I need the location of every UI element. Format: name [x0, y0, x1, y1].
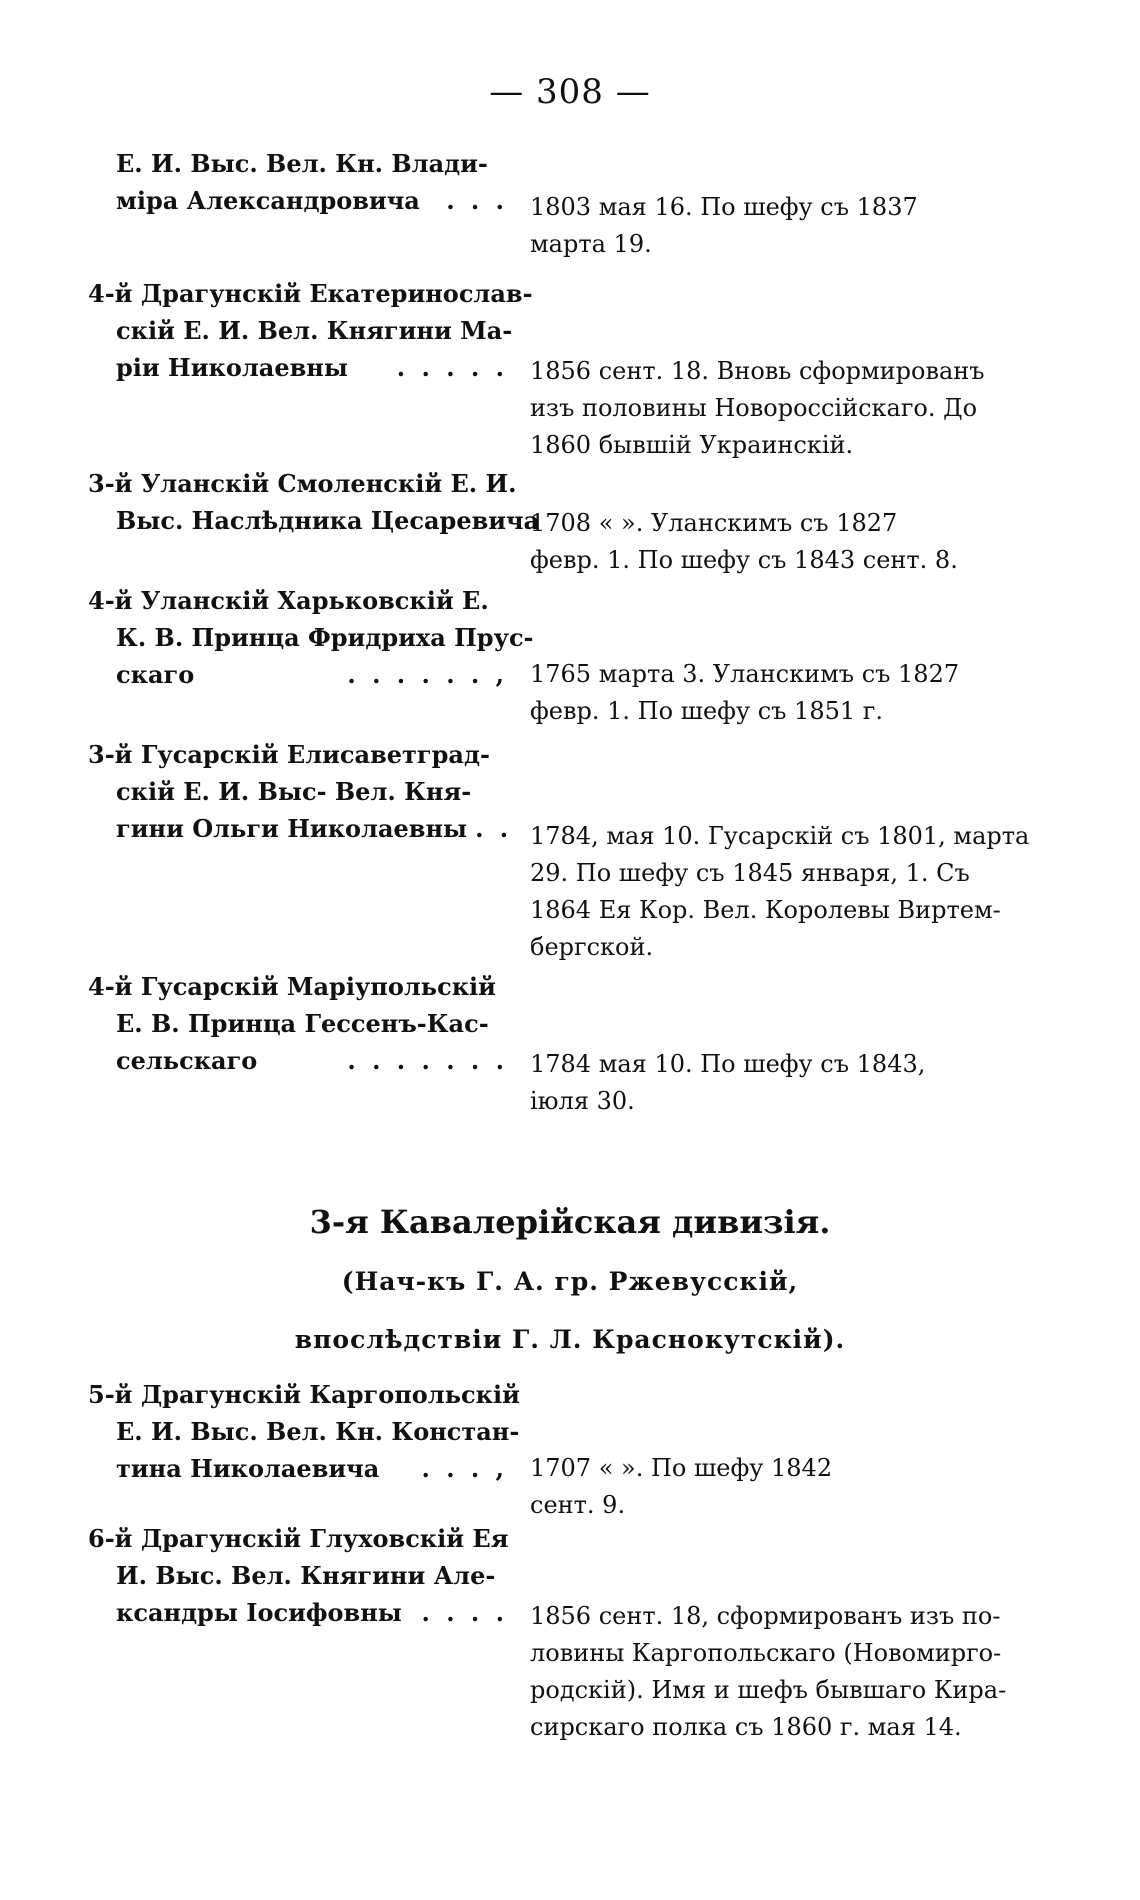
- regiment-name-line: 4-й Драгунскій Екатеринослав-: [88, 279, 533, 308]
- regiment-name-line: тина Николаевича . . . ,: [88, 1450, 508, 1487]
- history-line: родскій). Имя и шефъ бывшаго Кира-: [530, 1676, 1007, 1704]
- dot-leader: . . . . . . .: [347, 1046, 508, 1075]
- regiment-history: [530, 656, 1020, 730]
- dot-leader: . . . ,: [421, 1454, 508, 1483]
- regiment-name-line: гини Ольги Николаевны . .: [88, 810, 508, 847]
- history-line: іюля 30.: [530, 1087, 635, 1115]
- history-line: 1784, мая 10. Гусарскій съ 1801, марта: [530, 822, 1030, 850]
- regiment-history: [530, 1046, 1020, 1120]
- regiment-name: [88, 145, 508, 219]
- regiment-name: [88, 736, 513, 847]
- regiment-name-line: сельскаго . . . . . . .: [88, 1042, 508, 1079]
- history-line: 1860 бывшій Украинскій.: [530, 431, 854, 459]
- dot-leader: . . .: [446, 186, 508, 215]
- history-line: 1708 « ». Уланскимъ съ 1827: [530, 509, 898, 537]
- regiment-history: [530, 1450, 1020, 1524]
- history-line: 29. По шефу съ 1845 января, 1. Съ: [530, 859, 970, 887]
- history-line: ловины Каргопольскаго (Новомирго-: [530, 1639, 1002, 1667]
- regiment-name-line: міра Александровича . . .: [88, 182, 508, 219]
- dot-leader: . . . . .: [396, 353, 508, 382]
- dot-leader: . .: [475, 814, 513, 843]
- regiment-name-line: И. Выс. Вел. Княгини Але-: [116, 1561, 496, 1590]
- regiment-name-line: 3-й Уланскій Смоленскій Е. И.: [88, 469, 517, 498]
- history-line: 1856 сент. 18. Вновь сформированъ: [530, 357, 985, 385]
- regiment-name: [88, 465, 540, 539]
- history-line: бергской.: [530, 933, 654, 961]
- history-line: марта 19.: [530, 230, 652, 258]
- regiment-name-line: скаго . . . . . . ,: [88, 656, 508, 693]
- regiment-name: [88, 1520, 508, 1631]
- regiment-name-line: 4-й Уланскій Харьковскій Е.: [88, 586, 489, 615]
- dot-leader: . . . .: [421, 1598, 508, 1627]
- history-line: сирскаго полка съ 1860 г. мая 14.: [530, 1713, 962, 1741]
- regiment-history: [530, 505, 1020, 579]
- regiment-name-line: Е. И. Выс. Вел. Кн. Констан-: [116, 1417, 520, 1446]
- regiment-name-line: ксандры Іосифовны . . . .: [88, 1594, 508, 1631]
- history-line: февр. 1. По шефу съ 1851 г.: [530, 697, 883, 725]
- regiment-name-line: скій Е. И. Вел. Княгини Ма-: [116, 316, 513, 345]
- history-line: 1864 Ея Кор. Вел. Королевы Виртем-: [530, 896, 1001, 924]
- regiment-name: [88, 582, 534, 693]
- regiment-name-line: ріи Николаевны . . . . .: [88, 349, 508, 386]
- regiment-name-line: 6-й Драгунскій Глуховскій Ея: [88, 1524, 509, 1553]
- dot-leader: . . . . . . ,: [347, 660, 508, 689]
- regiment-name: [88, 275, 533, 386]
- history-line: изъ половины Новороссійскаго. До: [530, 394, 978, 422]
- regiment-name-line: К. В. Принца Фридриха Прус-: [116, 623, 534, 652]
- history-line: 1707 « ». По шефу 1842: [530, 1454, 833, 1482]
- section-commander-line: впослѣдствіи Г. Л. Краснокутскій).: [294, 1325, 846, 1354]
- history-line: сент. 9.: [530, 1491, 626, 1519]
- history-line: февр. 1. По шефу съ 1843 сент. 8.: [530, 546, 958, 574]
- regiment-history: [530, 353, 1020, 464]
- regiment-name-line: 3-й Гусарскій Елисаветград-: [88, 740, 490, 769]
- regiment-name-line: 4-й Гусарскій Маріупольскій: [88, 972, 496, 1001]
- regiment-history: [530, 189, 1020, 263]
- regiment-history: [530, 1598, 1020, 1746]
- regiment-history: [530, 818, 1030, 966]
- history-line: 1803 мая 16. По шефу съ 1837: [530, 193, 918, 221]
- regiment-name-line: Е. И. Выс. Вел. Кн. Влади-: [116, 149, 488, 178]
- regiment-name: [88, 1376, 520, 1487]
- section-heading: 3-я Кавалерійская дивизія.: [309, 1203, 831, 1241]
- history-line: 1784 мая 10. По шефу съ 1843,: [530, 1050, 926, 1078]
- history-line: 1856 сент. 18, сформированъ изъ по-: [530, 1602, 1001, 1630]
- regiment-name-line: Е. В. Принца Гессенъ-Кас-: [116, 1009, 489, 1038]
- regiment-name-line: Выс. Наслѣдника Цесаревича: [116, 506, 540, 535]
- regiment-name-line: 5-й Драгунскій Каргопольскій: [88, 1380, 520, 1409]
- page-number: — 308 —: [489, 72, 651, 112]
- regiment-name: [88, 968, 508, 1079]
- regiment-name-line: скій Е. И. Выс- Вел. Кня-: [116, 777, 472, 806]
- history-line: 1765 марта 3. Уланскимъ съ 1827: [530, 660, 960, 688]
- section-commander-line: (Нач-къ Г. А. гр. Ржевусскій,: [341, 1267, 799, 1296]
